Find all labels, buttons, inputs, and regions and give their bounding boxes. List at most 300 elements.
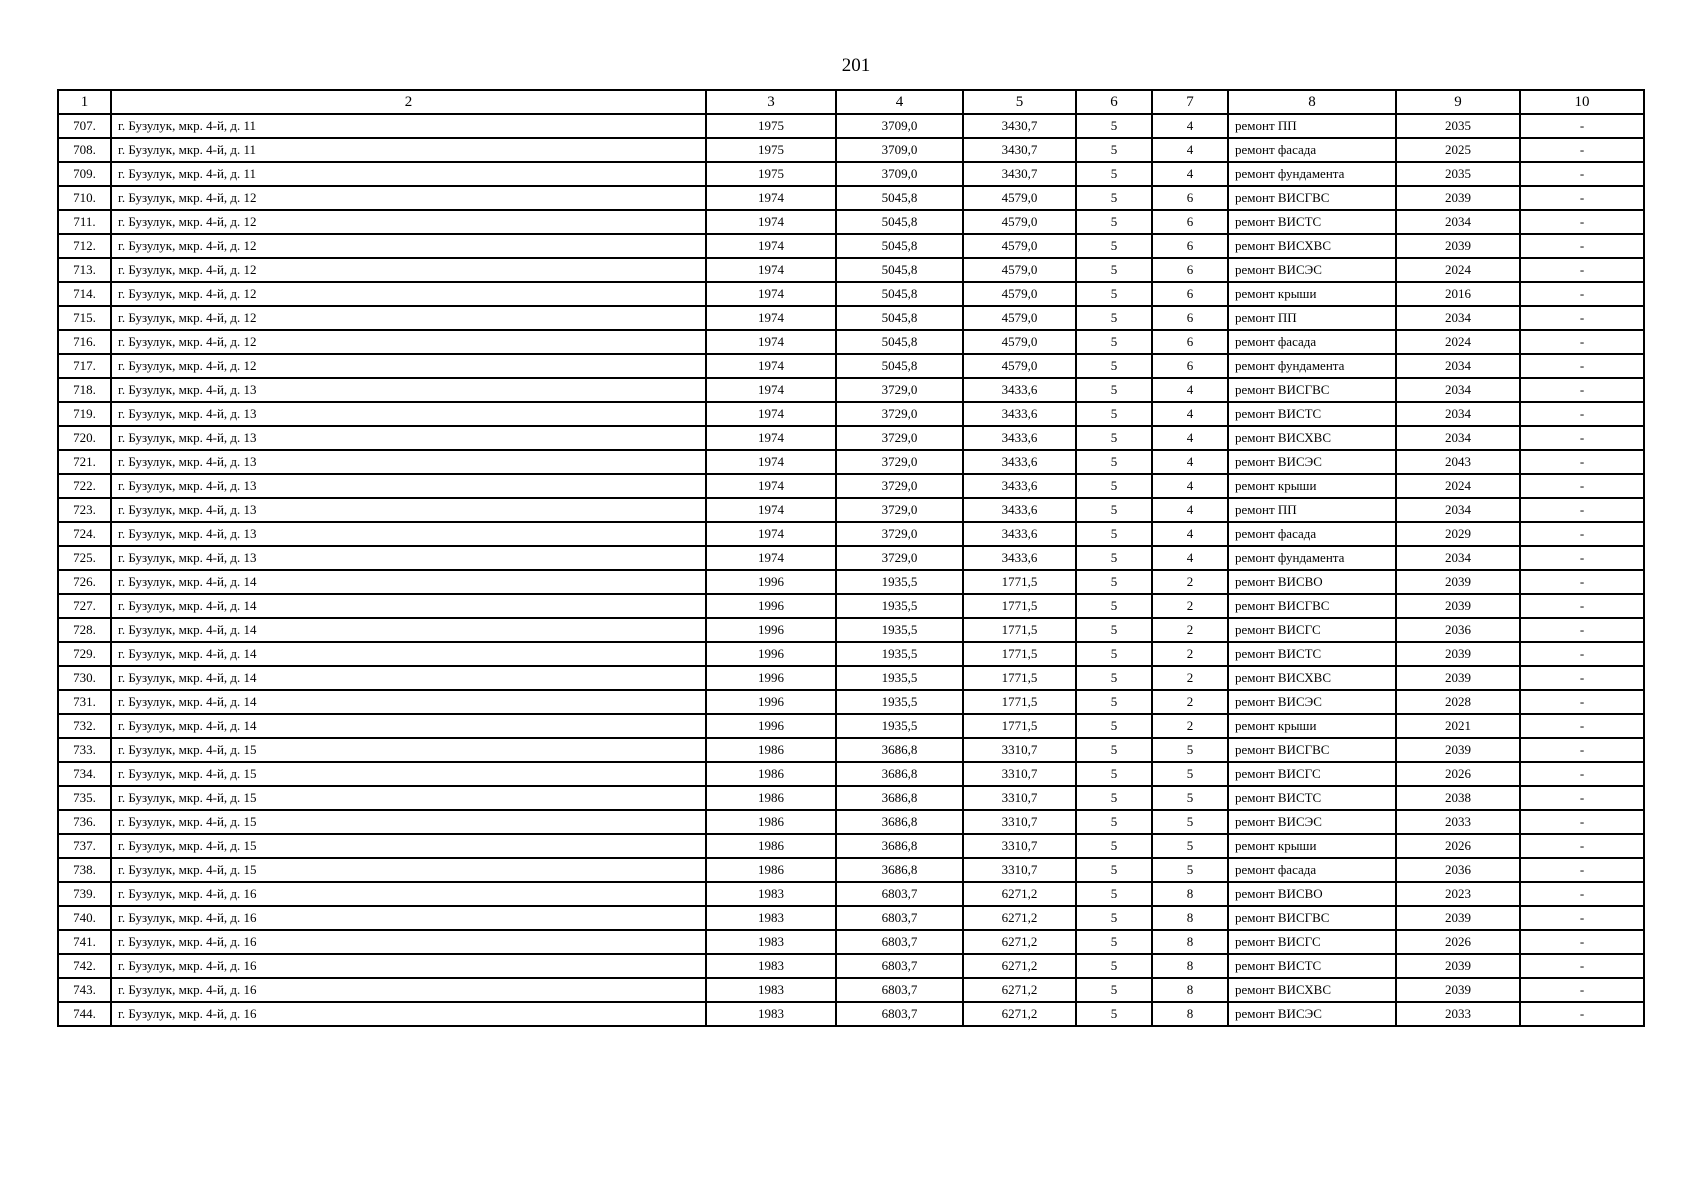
cell-note: - (1520, 114, 1644, 138)
cell-total-area: 5045,8 (836, 282, 963, 306)
cell-total-area: 5045,8 (836, 186, 963, 210)
table-row (58, 138, 1644, 162)
cell-address: г. Бузулук, мкр. 4-й, д. 13 (111, 450, 706, 474)
cell-entrances: 4 (1152, 522, 1228, 546)
cell-address: г. Бузулук, мкр. 4-й, д. 12 (111, 354, 706, 378)
cell-floors: 5 (1076, 378, 1152, 402)
table-row (58, 330, 1644, 354)
cell-total-area: 3686,8 (836, 810, 963, 834)
cell-address: г. Бузулук, мкр. 4-й, д. 15 (111, 834, 706, 858)
cell-living-area: 3433,6 (963, 378, 1076, 402)
cell-living-area: 3430,7 (963, 114, 1076, 138)
cell-total-area: 1935,5 (836, 594, 963, 618)
cell-floors: 5 (1076, 402, 1152, 426)
cell-entrances: 4 (1152, 162, 1228, 186)
table-row (58, 762, 1644, 786)
cell-total-area: 1935,5 (836, 642, 963, 666)
table-row (58, 354, 1644, 378)
cell-total-area: 3686,8 (836, 786, 963, 810)
cell-living-area: 3433,6 (963, 498, 1076, 522)
cell-living-area: 4579,0 (963, 210, 1076, 234)
cell-row-number: 719. (58, 402, 111, 426)
cell-work-type: ремонт ВИСХВС (1228, 426, 1396, 450)
cell-note: - (1520, 186, 1644, 210)
cell-floors: 5 (1076, 546, 1152, 570)
table-row (58, 162, 1644, 186)
cell-entrances: 8 (1152, 930, 1228, 954)
cell-address: г. Бузулук, мкр. 4-й, д. 15 (111, 858, 706, 882)
cell-row-number: 718. (58, 378, 111, 402)
cell-work-type: ремонт ВИСТС (1228, 954, 1396, 978)
cell-floors: 5 (1076, 258, 1152, 282)
cell-floors: 5 (1076, 426, 1152, 450)
table-row (58, 594, 1644, 618)
cell-living-area: 3433,6 (963, 402, 1076, 426)
cell-address: г. Бузулук, мкр. 4-й, д. 15 (111, 762, 706, 786)
cell-row-number: 723. (58, 498, 111, 522)
cell-planned-year: 2039 (1396, 642, 1520, 666)
cell-living-area: 3430,7 (963, 162, 1076, 186)
cell-note: - (1520, 666, 1644, 690)
cell-floors: 5 (1076, 306, 1152, 330)
cell-living-area: 1771,5 (963, 690, 1076, 714)
cell-address: г. Бузулук, мкр. 4-й, д. 15 (111, 738, 706, 762)
table-row (58, 714, 1644, 738)
cell-entrances: 6 (1152, 258, 1228, 282)
cell-entrances: 4 (1152, 498, 1228, 522)
cell-note: - (1520, 162, 1644, 186)
cell-row-number: 712. (58, 234, 111, 258)
cell-total-area: 5045,8 (836, 258, 963, 282)
cell-row-number: 732. (58, 714, 111, 738)
cell-address: г. Бузулук, мкр. 4-й, д. 15 (111, 786, 706, 810)
cell-total-area: 3729,0 (836, 522, 963, 546)
header-cell-total-area: 4 (836, 90, 963, 114)
cell-total-area: 5045,8 (836, 330, 963, 354)
cell-address: г. Бузулук, мкр. 4-й, д. 14 (111, 666, 706, 690)
cell-build-year: 1983 (706, 930, 836, 954)
cell-planned-year: 2033 (1396, 1002, 1520, 1026)
cell-entrances: 6 (1152, 210, 1228, 234)
cell-build-year: 1986 (706, 738, 836, 762)
cell-planned-year: 2033 (1396, 810, 1520, 834)
cell-work-type: ремонт крыши (1228, 282, 1396, 306)
cell-note: - (1520, 1002, 1644, 1026)
cell-total-area: 1935,5 (836, 570, 963, 594)
header-row (58, 90, 1644, 114)
cell-entrances: 4 (1152, 378, 1228, 402)
header-cell-planned-year: 9 (1396, 90, 1520, 114)
cell-work-type: ремонт крыши (1228, 714, 1396, 738)
cell-build-year: 1983 (706, 906, 836, 930)
cell-entrances: 2 (1152, 714, 1228, 738)
cell-note: - (1520, 690, 1644, 714)
cell-note: - (1520, 498, 1644, 522)
cell-row-number: 725. (58, 546, 111, 570)
cell-floors: 5 (1076, 858, 1152, 882)
cell-floors: 5 (1076, 906, 1152, 930)
cell-build-year: 1974 (706, 258, 836, 282)
cell-floors: 5 (1076, 714, 1152, 738)
cell-work-type: ремонт ПП (1228, 114, 1396, 138)
cell-build-year: 1983 (706, 1002, 836, 1026)
cell-living-area: 1771,5 (963, 570, 1076, 594)
cell-note: - (1520, 786, 1644, 810)
cell-floors: 5 (1076, 210, 1152, 234)
cell-floors: 5 (1076, 618, 1152, 642)
cell-living-area: 3433,6 (963, 450, 1076, 474)
cell-address: г. Бузулук, мкр. 4-й, д. 13 (111, 378, 706, 402)
cell-row-number: 711. (58, 210, 111, 234)
cell-living-area: 3310,7 (963, 858, 1076, 882)
cell-row-number: 726. (58, 570, 111, 594)
cell-work-type: ремонт ВИСЭС (1228, 258, 1396, 282)
table-row (58, 810, 1644, 834)
cell-work-type: ремонт ВИСГС (1228, 762, 1396, 786)
cell-floors: 5 (1076, 522, 1152, 546)
cell-row-number: 709. (58, 162, 111, 186)
cell-address: г. Бузулук, мкр. 4-й, д. 13 (111, 402, 706, 426)
cell-total-area: 3729,0 (836, 450, 963, 474)
cell-entrances: 5 (1152, 738, 1228, 762)
cell-living-area: 4579,0 (963, 234, 1076, 258)
cell-planned-year: 2034 (1396, 306, 1520, 330)
cell-planned-year: 2039 (1396, 594, 1520, 618)
cell-address: г. Бузулук, мкр. 4-й, д. 14 (111, 618, 706, 642)
cell-build-year: 1996 (706, 618, 836, 642)
cell-floors: 5 (1076, 690, 1152, 714)
cell-work-type: ремонт ВИСЭС (1228, 450, 1396, 474)
cell-planned-year: 2039 (1396, 570, 1520, 594)
header-cell-entrances: 7 (1152, 90, 1228, 114)
table-row (58, 618, 1644, 642)
cell-address: г. Бузулук, мкр. 4-й, д. 12 (111, 282, 706, 306)
cell-build-year: 1996 (706, 594, 836, 618)
cell-build-year: 1996 (706, 714, 836, 738)
cell-note: - (1520, 642, 1644, 666)
cell-entrances: 4 (1152, 426, 1228, 450)
cell-floors: 5 (1076, 450, 1152, 474)
cell-planned-year: 2029 (1396, 522, 1520, 546)
cell-planned-year: 2028 (1396, 690, 1520, 714)
cell-total-area: 5045,8 (836, 354, 963, 378)
cell-note: - (1520, 618, 1644, 642)
cell-floors: 5 (1076, 810, 1152, 834)
cell-living-area: 4579,0 (963, 306, 1076, 330)
cell-note: - (1520, 762, 1644, 786)
cell-floors: 5 (1076, 834, 1152, 858)
cell-row-number: 727. (58, 594, 111, 618)
cell-build-year: 1986 (706, 834, 836, 858)
table-row (58, 930, 1644, 954)
cell-living-area: 6271,2 (963, 906, 1076, 930)
cell-row-number: 734. (58, 762, 111, 786)
cell-note: - (1520, 354, 1644, 378)
cell-row-number: 707. (58, 114, 111, 138)
cell-total-area: 3709,0 (836, 114, 963, 138)
cell-address: г. Бузулук, мкр. 4-й, д. 14 (111, 714, 706, 738)
cell-planned-year: 2036 (1396, 858, 1520, 882)
cell-note: - (1520, 378, 1644, 402)
table-row (58, 186, 1644, 210)
header-cell-floors: 6 (1076, 90, 1152, 114)
cell-note: - (1520, 978, 1644, 1002)
table-row (58, 906, 1644, 930)
cell-build-year: 1983 (706, 882, 836, 906)
table-row (58, 498, 1644, 522)
cell-work-type: ремонт фундамента (1228, 162, 1396, 186)
cell-planned-year: 2039 (1396, 186, 1520, 210)
cell-build-year: 1974 (706, 450, 836, 474)
cell-floors: 5 (1076, 666, 1152, 690)
cell-note: - (1520, 210, 1644, 234)
cell-entrances: 8 (1152, 978, 1228, 1002)
cell-total-area: 3686,8 (836, 762, 963, 786)
cell-build-year: 1974 (706, 354, 836, 378)
cell-note: - (1520, 834, 1644, 858)
cell-floors: 5 (1076, 354, 1152, 378)
cell-address: г. Бузулук, мкр. 4-й, д. 16 (111, 882, 706, 906)
cell-work-type: ремонт ВИСЭС (1228, 1002, 1396, 1026)
cell-living-area: 4579,0 (963, 330, 1076, 354)
cell-total-area: 6803,7 (836, 906, 963, 930)
cell-total-area: 3729,0 (836, 498, 963, 522)
cell-planned-year: 2039 (1396, 234, 1520, 258)
cell-work-type: ремонт ВИСТС (1228, 786, 1396, 810)
cell-entrances: 5 (1152, 834, 1228, 858)
cell-work-type: ремонт ВИСХВС (1228, 978, 1396, 1002)
cell-row-number: 714. (58, 282, 111, 306)
table-row (58, 450, 1644, 474)
cell-total-area: 6803,7 (836, 1002, 963, 1026)
cell-living-area: 6271,2 (963, 978, 1076, 1002)
cell-note: - (1520, 546, 1644, 570)
cell-row-number: 741. (58, 930, 111, 954)
cell-build-year: 1975 (706, 114, 836, 138)
cell-living-area: 3310,7 (963, 738, 1076, 762)
cell-build-year: 1974 (706, 282, 836, 306)
cell-work-type: ремонт фундамента (1228, 546, 1396, 570)
cell-build-year: 1974 (706, 306, 836, 330)
table-row (58, 882, 1644, 906)
cell-entrances: 6 (1152, 354, 1228, 378)
table-row (58, 642, 1644, 666)
table-row (58, 978, 1644, 1002)
cell-entrances: 8 (1152, 1002, 1228, 1026)
cell-floors: 5 (1076, 738, 1152, 762)
cell-address: г. Бузулук, мкр. 4-й, д. 11 (111, 114, 706, 138)
cell-row-number: 717. (58, 354, 111, 378)
cell-note: - (1520, 402, 1644, 426)
cell-build-year: 1974 (706, 426, 836, 450)
cell-work-type: ремонт фасада (1228, 330, 1396, 354)
cell-floors: 5 (1076, 642, 1152, 666)
cell-build-year: 1996 (706, 690, 836, 714)
cell-total-area: 5045,8 (836, 306, 963, 330)
table-row (58, 426, 1644, 450)
cell-living-area: 6271,2 (963, 882, 1076, 906)
cell-planned-year: 2034 (1396, 354, 1520, 378)
table-row (58, 786, 1644, 810)
table-row (58, 378, 1644, 402)
cell-work-type: ремонт ПП (1228, 498, 1396, 522)
header-cell-note: 10 (1520, 90, 1644, 114)
cell-entrances: 6 (1152, 330, 1228, 354)
cell-work-type: ремонт фасада (1228, 858, 1396, 882)
cell-note: - (1520, 594, 1644, 618)
cell-floors: 5 (1076, 330, 1152, 354)
cell-work-type: ремонт ПП (1228, 306, 1396, 330)
cell-planned-year: 2039 (1396, 666, 1520, 690)
cell-floors: 5 (1076, 1002, 1152, 1026)
cell-living-area: 6271,2 (963, 1002, 1076, 1026)
cell-total-area: 6803,7 (836, 954, 963, 978)
cell-total-area: 3709,0 (836, 162, 963, 186)
cell-note: - (1520, 714, 1644, 738)
cell-living-area: 3310,7 (963, 762, 1076, 786)
cell-planned-year: 2034 (1396, 402, 1520, 426)
table-row (58, 402, 1644, 426)
cell-work-type: ремонт фасада (1228, 138, 1396, 162)
cell-build-year: 1986 (706, 810, 836, 834)
cell-address: г. Бузулук, мкр. 4-й, д. 13 (111, 426, 706, 450)
cell-build-year: 1983 (706, 978, 836, 1002)
cell-entrances: 2 (1152, 618, 1228, 642)
cell-address: г. Бузулук, мкр. 4-й, д. 15 (111, 810, 706, 834)
header-cell-living-area: 5 (963, 90, 1076, 114)
cell-entrances: 5 (1152, 810, 1228, 834)
cell-note: - (1520, 234, 1644, 258)
table-row (58, 1002, 1644, 1026)
cell-living-area: 3430,7 (963, 138, 1076, 162)
cell-floors: 5 (1076, 882, 1152, 906)
cell-row-number: 744. (58, 1002, 111, 1026)
cell-build-year: 1974 (706, 546, 836, 570)
cell-living-area: 3433,6 (963, 546, 1076, 570)
header-cell-row-number: 1 (58, 90, 111, 114)
cell-entrances: 4 (1152, 114, 1228, 138)
cell-work-type: ремонт ВИСГВС (1228, 594, 1396, 618)
cell-build-year: 1996 (706, 666, 836, 690)
cell-work-type: ремонт фасада (1228, 522, 1396, 546)
cell-living-area: 3433,6 (963, 522, 1076, 546)
cell-living-area: 3310,7 (963, 786, 1076, 810)
cell-build-year: 1975 (706, 138, 836, 162)
cell-entrances: 2 (1152, 594, 1228, 618)
cell-address: г. Бузулук, мкр. 4-й, д. 12 (111, 330, 706, 354)
cell-floors: 5 (1076, 786, 1152, 810)
cell-note: - (1520, 450, 1644, 474)
cell-build-year: 1986 (706, 762, 836, 786)
cell-planned-year: 2034 (1396, 426, 1520, 450)
cell-row-number: 740. (58, 906, 111, 930)
cell-work-type: ремонт ВИСХВС (1228, 234, 1396, 258)
cell-planned-year: 2036 (1396, 618, 1520, 642)
cell-row-number: 729. (58, 642, 111, 666)
cell-floors: 5 (1076, 234, 1152, 258)
table-row (58, 738, 1644, 762)
cell-work-type: ремонт ВИСГС (1228, 930, 1396, 954)
cell-note: - (1520, 882, 1644, 906)
cell-floors: 5 (1076, 954, 1152, 978)
cell-floors: 5 (1076, 282, 1152, 306)
cell-entrances: 4 (1152, 450, 1228, 474)
cell-total-area: 1935,5 (836, 690, 963, 714)
table-row (58, 282, 1644, 306)
cell-living-area: 6271,2 (963, 930, 1076, 954)
cell-note: - (1520, 570, 1644, 594)
cell-row-number: 735. (58, 786, 111, 810)
table-row (58, 834, 1644, 858)
cell-row-number: 728. (58, 618, 111, 642)
cell-entrances: 2 (1152, 666, 1228, 690)
cell-total-area: 6803,7 (836, 882, 963, 906)
cell-living-area: 4579,0 (963, 186, 1076, 210)
cell-total-area: 3729,0 (836, 426, 963, 450)
cell-address: г. Бузулук, мкр. 4-й, д. 12 (111, 210, 706, 234)
cell-planned-year: 2026 (1396, 762, 1520, 786)
table-row (58, 114, 1644, 138)
cell-floors: 5 (1076, 162, 1152, 186)
cell-work-type: ремонт ВИСГВС (1228, 906, 1396, 930)
cell-note: - (1520, 858, 1644, 882)
cell-address: г. Бузулук, мкр. 4-й, д. 12 (111, 186, 706, 210)
cell-entrances: 8 (1152, 882, 1228, 906)
cell-row-number: 715. (58, 306, 111, 330)
cell-address: г. Бузулук, мкр. 4-й, д. 13 (111, 474, 706, 498)
cell-planned-year: 2023 (1396, 882, 1520, 906)
cell-row-number: 736. (58, 810, 111, 834)
cell-total-area: 3729,0 (836, 474, 963, 498)
table-row (58, 570, 1644, 594)
cell-total-area: 1935,5 (836, 618, 963, 642)
cell-note: - (1520, 738, 1644, 762)
cell-floors: 5 (1076, 594, 1152, 618)
cell-entrances: 6 (1152, 186, 1228, 210)
cell-work-type: ремонт ВИСЭС (1228, 810, 1396, 834)
cell-planned-year: 2035 (1396, 162, 1520, 186)
header-cell-address: 2 (111, 90, 706, 114)
cell-planned-year: 2024 (1396, 330, 1520, 354)
cell-entrances: 8 (1152, 954, 1228, 978)
cell-entrances: 6 (1152, 282, 1228, 306)
cell-address: г. Бузулук, мкр. 4-й, д. 16 (111, 930, 706, 954)
cell-address: г. Бузулук, мкр. 4-й, д. 13 (111, 522, 706, 546)
cell-total-area: 3709,0 (836, 138, 963, 162)
cell-total-area: 1935,5 (836, 714, 963, 738)
cell-planned-year: 2039 (1396, 906, 1520, 930)
cell-planned-year: 2026 (1396, 834, 1520, 858)
cell-planned-year: 2039 (1396, 954, 1520, 978)
cell-row-number: 730. (58, 666, 111, 690)
cell-address: г. Бузулук, мкр. 4-й, д. 14 (111, 690, 706, 714)
cell-note: - (1520, 138, 1644, 162)
cell-living-area: 1771,5 (963, 594, 1076, 618)
table-row (58, 474, 1644, 498)
cell-entrances: 2 (1152, 690, 1228, 714)
cell-living-area: 3310,7 (963, 834, 1076, 858)
cell-floors: 5 (1076, 570, 1152, 594)
cell-address: г. Бузулук, мкр. 4-й, д. 14 (111, 570, 706, 594)
cell-floors: 5 (1076, 930, 1152, 954)
cell-entrances: 4 (1152, 474, 1228, 498)
cell-total-area: 3729,0 (836, 402, 963, 426)
cell-row-number: 708. (58, 138, 111, 162)
cell-total-area: 3686,8 (836, 858, 963, 882)
cell-address: г. Бузулук, мкр. 4-й, д. 12 (111, 258, 706, 282)
cell-work-type: ремонт ВИСТС (1228, 402, 1396, 426)
cell-entrances: 2 (1152, 642, 1228, 666)
